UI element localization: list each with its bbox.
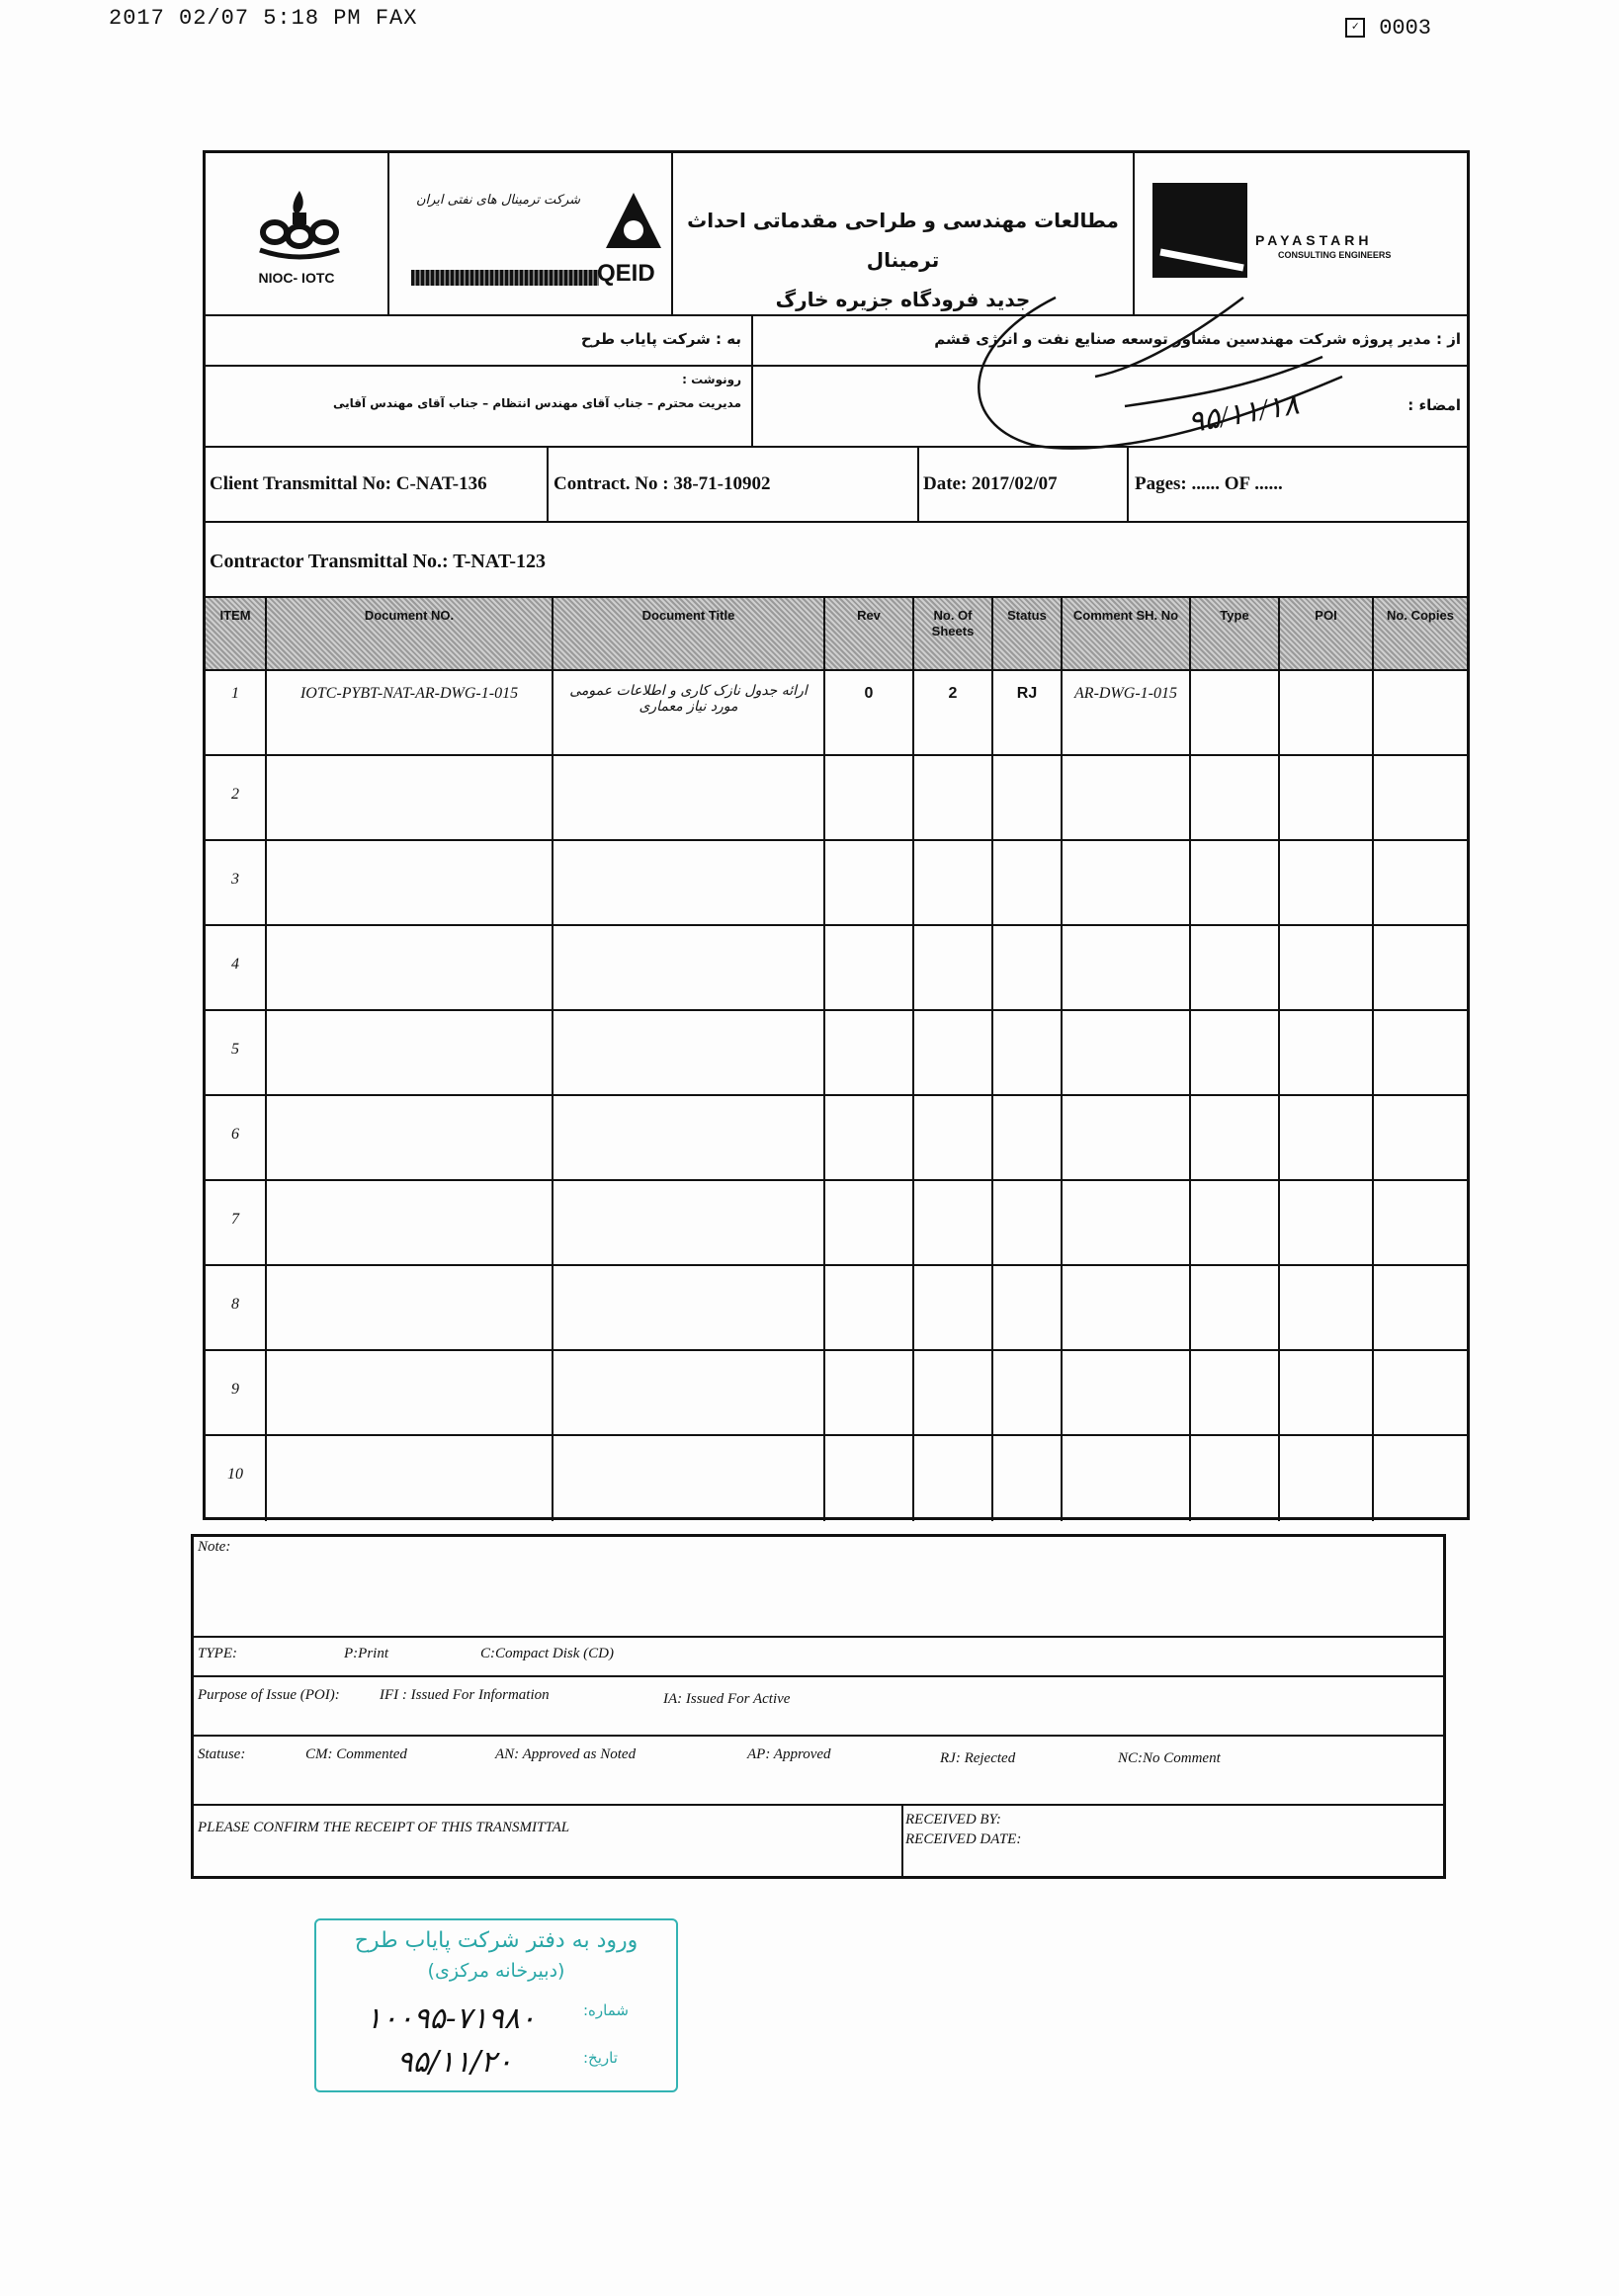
status-an: AN: Approved as Noted	[495, 1746, 637, 1762]
cell-title	[552, 1351, 823, 1436]
table-body	[206, 669, 1467, 1519]
entry-stamp	[314, 1918, 678, 2092]
cell-copies	[1372, 1011, 1467, 1096]
client-transmittal-no: Client Transmittal No: C-NAT-136	[210, 473, 487, 494]
cell-item: 2	[231, 786, 239, 803]
contractor-transmittal-row	[206, 521, 1467, 596]
cell-doc-no	[265, 1351, 552, 1436]
cell-doc-no: IOTC-PYBT-NAT-AR-DWG-1-015	[265, 671, 552, 756]
type-print: P:Print	[344, 1646, 388, 1661]
received-by-label: RECEIVED BY:	[905, 1812, 1001, 1828]
cell-item: 9	[231, 1381, 239, 1398]
cc-field: مدیریت محترم – جناب آقای مهندس انتظام – جناب آقای مهندس آقایی	[332, 396, 741, 410]
cell-status	[991, 1436, 1061, 1521]
cell-title: ارائه جدول نازک کاری و اطلاعات عمومی مورد نیاز معماری	[552, 671, 823, 756]
cell-copies	[1372, 1096, 1467, 1181]
contractor-transmittal-no: Contractor Transmittal No.: T-NAT-123	[210, 551, 546, 572]
cell-sheets	[912, 1436, 991, 1521]
cell-status: RJ	[991, 671, 1061, 756]
cell-type	[1189, 1011, 1278, 1096]
cell-comment	[1061, 926, 1189, 1011]
cell-title	[552, 1011, 823, 1096]
cell-copies	[1372, 671, 1467, 756]
transmittal-info-row	[206, 446, 1467, 521]
stamp-subtitle: (دبیرخانه مرکزی)	[427, 1960, 565, 1982]
cell-comment	[1061, 756, 1189, 841]
stamp-date-label: تاریخ:	[583, 2049, 618, 2067]
cell-title	[552, 926, 823, 1011]
table-row	[206, 1179, 1467, 1264]
cell-item: 5	[231, 1041, 239, 1058]
cell-status	[991, 841, 1061, 926]
cell-sheets	[912, 1266, 991, 1351]
cell-doc-no	[265, 1266, 552, 1351]
stamp-title: ورود به دفتر شرکت پایاب طرح	[354, 1928, 639, 1953]
contract-no: Contract. No : 38-71-10902	[554, 473, 771, 494]
cell-rev	[823, 1181, 912, 1266]
status-row	[194, 1735, 1443, 1804]
received-date-label: RECEIVED DATE:	[905, 1831, 1022, 1847]
type-row	[194, 1636, 1443, 1675]
status-rj: RJ: Rejected	[940, 1750, 1016, 1766]
from-field: از : مدیر پروژه شرکت مهندسین مشاور توسعه صنایع نفت و انرژی قشم	[934, 330, 1461, 348]
cell-status	[991, 1181, 1061, 1266]
cell-poi	[1278, 1266, 1372, 1351]
poi-ifi: IFI : Issued For Information	[380, 1687, 550, 1703]
table-row	[206, 924, 1467, 1009]
cell-title	[552, 1266, 823, 1351]
status-cm: CM: Commented	[305, 1746, 407, 1762]
cell-doc-no	[265, 926, 552, 1011]
col-item-header: ITEM	[206, 598, 265, 669]
cell-poi	[1278, 926, 1372, 1011]
qeid-triangle-icon	[602, 189, 665, 258]
cell-type	[1189, 1436, 1278, 1521]
nioc-logo-cell	[206, 153, 387, 314]
qeid-logo-cell	[387, 153, 671, 314]
cell-type	[1189, 756, 1278, 841]
col-sheets-header: No. Of Sheets	[912, 598, 991, 669]
status-nc: NC:No Comment	[1118, 1750, 1221, 1766]
cell-type	[1189, 926, 1278, 1011]
cell-title	[552, 1181, 823, 1266]
cell-type	[1189, 1351, 1278, 1436]
cell-comment	[1061, 1436, 1189, 1521]
status-label: Statuse:	[198, 1746, 246, 1762]
cell-sheets	[912, 756, 991, 841]
table-row	[206, 1434, 1467, 1519]
table-row	[206, 1264, 1467, 1349]
cell-sheets: 2	[912, 671, 991, 756]
cell-copies	[1372, 1181, 1467, 1266]
cell-type	[1189, 671, 1278, 756]
cell-sheets	[912, 1011, 991, 1096]
note-label: Note:	[198, 1539, 231, 1555]
col-status-header: Status	[991, 598, 1061, 669]
cell-sheets	[912, 1096, 991, 1181]
col-title-header: Document Title	[552, 598, 823, 669]
cell-poi	[1278, 1351, 1372, 1436]
to-field: به : شرکت پایاب طرح	[580, 330, 741, 348]
type-label: TYPE:	[198, 1646, 238, 1661]
stamp-number: ۱۰۰۹۵-۷۱۹۸۰	[366, 2001, 536, 2036]
handwritten-date: ۹۵/۱۱/۱۸	[1185, 387, 1302, 440]
cell-comment	[1061, 841, 1189, 926]
cell-item: 8	[231, 1296, 239, 1313]
cell-sheets	[912, 926, 991, 1011]
cell-copies	[1372, 1436, 1467, 1521]
cell-rev	[823, 1011, 912, 1096]
cell-rev	[823, 1351, 912, 1436]
cell-doc-no	[265, 1011, 552, 1096]
cell-item: 7	[231, 1211, 239, 1228]
payastarh-name: PAYASTARH	[1255, 232, 1373, 248]
cell-rev	[823, 1266, 912, 1351]
table-header-row	[206, 598, 1467, 669]
cell-item: 4	[231, 956, 239, 973]
cell-doc-no	[265, 1096, 552, 1181]
transmittal-form	[203, 150, 1470, 1520]
confirm-receipt-text: PLEASE CONFIRM THE RECEIPT OF THIS TRANSMITTAL	[198, 1820, 570, 1835]
table-row	[206, 1349, 1467, 1434]
cell-type	[1189, 841, 1278, 926]
signature-scribble	[897, 258, 1352, 456]
qeid-text: QEID	[597, 260, 655, 287]
nioc-caption: NIOC- IOTC	[258, 270, 335, 286]
cell-poi	[1278, 671, 1372, 756]
cell-title	[552, 1436, 823, 1521]
nioc-logo-icon	[206, 153, 387, 314]
table-row	[206, 1009, 1467, 1094]
stamp-number-label: شماره:	[583, 2001, 629, 2019]
col-type-header: Type	[1189, 598, 1278, 669]
cell-item: 1	[231, 685, 239, 702]
poi-ia: IA: Issued For Active	[663, 1691, 791, 1707]
cell-copies	[1372, 841, 1467, 926]
cell-sheets	[912, 1351, 991, 1436]
cell-comment: AR-DWG-1-015	[1061, 671, 1189, 756]
cell-comment	[1061, 1351, 1189, 1436]
col-comment-header: Comment SH. No	[1061, 598, 1189, 669]
cell-comment	[1061, 1181, 1189, 1266]
cell-copies	[1372, 756, 1467, 841]
cell-rev	[823, 756, 912, 841]
table-row	[206, 754, 1467, 839]
cell-sheets	[912, 841, 991, 926]
cell-rev: 0	[823, 671, 912, 756]
pages-count: Pages: ...... OF ......	[1135, 473, 1283, 494]
cell-rev	[823, 841, 912, 926]
cell-type	[1189, 1181, 1278, 1266]
cell-sheets	[912, 1181, 991, 1266]
qeid-banner	[411, 270, 599, 286]
cell-poi	[1278, 841, 1372, 926]
cell-copies	[1372, 1351, 1467, 1436]
cell-status	[991, 1011, 1061, 1096]
cell-item: 10	[227, 1466, 243, 1483]
col-docno-header: Document NO.	[265, 598, 552, 669]
col-rev-header: Rev	[823, 598, 912, 669]
project-title-line2: جدید فرودگاه جزیره خارگ	[775, 288, 1031, 311]
cc-label: رونوشت :	[682, 373, 741, 386]
cell-item: 6	[231, 1126, 239, 1143]
cell-poi	[1278, 1436, 1372, 1521]
cell-status	[991, 1096, 1061, 1181]
legend-box	[191, 1534, 1446, 1879]
cell-item: 3	[231, 871, 239, 888]
page-number: 0003	[1379, 16, 1431, 41]
fax-page-number	[1345, 16, 1431, 41]
transmittal-date: Date: 2017/02/07	[923, 473, 1058, 494]
cell-rev	[823, 1096, 912, 1181]
cc-signature-row	[206, 365, 1467, 446]
signature-label: امضاء :	[1407, 396, 1461, 414]
cell-doc-no	[265, 1181, 552, 1266]
cell-status	[991, 1266, 1061, 1351]
poi-label: Purpose of Issue (POI):	[198, 1687, 340, 1703]
qeid-company-name: شرکت ترمینال های نفتی ایران	[415, 193, 581, 208]
project-title-line1: مطالعات مهندسی و طراحی مقدماتی احداث ترمینال	[687, 209, 1119, 272]
receipt-row	[194, 1804, 1443, 1876]
cell-doc-no	[265, 841, 552, 926]
status-ap: AP: Approved	[747, 1746, 831, 1762]
cell-rev	[823, 926, 912, 1011]
cell-copies	[1372, 1266, 1467, 1351]
cell-title	[552, 756, 823, 841]
cell-poi	[1278, 1096, 1372, 1181]
cell-title	[552, 841, 823, 926]
cell-doc-no	[265, 756, 552, 841]
cell-poi	[1278, 1181, 1372, 1266]
table-row	[206, 1094, 1467, 1179]
table-row	[206, 669, 1467, 754]
cell-rev	[823, 1436, 912, 1521]
cell-doc-no	[265, 1436, 552, 1521]
table-row	[206, 839, 1467, 924]
document-table	[206, 596, 1467, 1517]
cell-status	[991, 1351, 1061, 1436]
cell-comment	[1061, 1011, 1189, 1096]
col-poi-header: POI	[1278, 598, 1372, 669]
col-copies-header: No. Copies	[1372, 598, 1467, 669]
fax-header-timestamp: 2017 02/07 5:18 PM FAX	[109, 6, 418, 31]
cell-status	[991, 926, 1061, 1011]
poi-row	[194, 1675, 1443, 1735]
cell-copies	[1372, 926, 1467, 1011]
cell-poi	[1278, 756, 1372, 841]
cell-poi	[1278, 1011, 1372, 1096]
type-cd: C:Compact Disk (CD)	[480, 1646, 614, 1661]
checkbox-icon: ✓	[1345, 18, 1365, 38]
cell-comment	[1061, 1096, 1189, 1181]
cell-status	[991, 756, 1061, 841]
note-section	[194, 1537, 1443, 1636]
cell-type	[1189, 1096, 1278, 1181]
cell-type	[1189, 1266, 1278, 1351]
payastarh-subtitle: CONSULTING ENGINEERS	[1278, 250, 1392, 260]
cell-comment	[1061, 1266, 1189, 1351]
cell-title	[552, 1096, 823, 1181]
stamp-date: ۹۵/۱۱/۲۰	[396, 2045, 513, 2080]
